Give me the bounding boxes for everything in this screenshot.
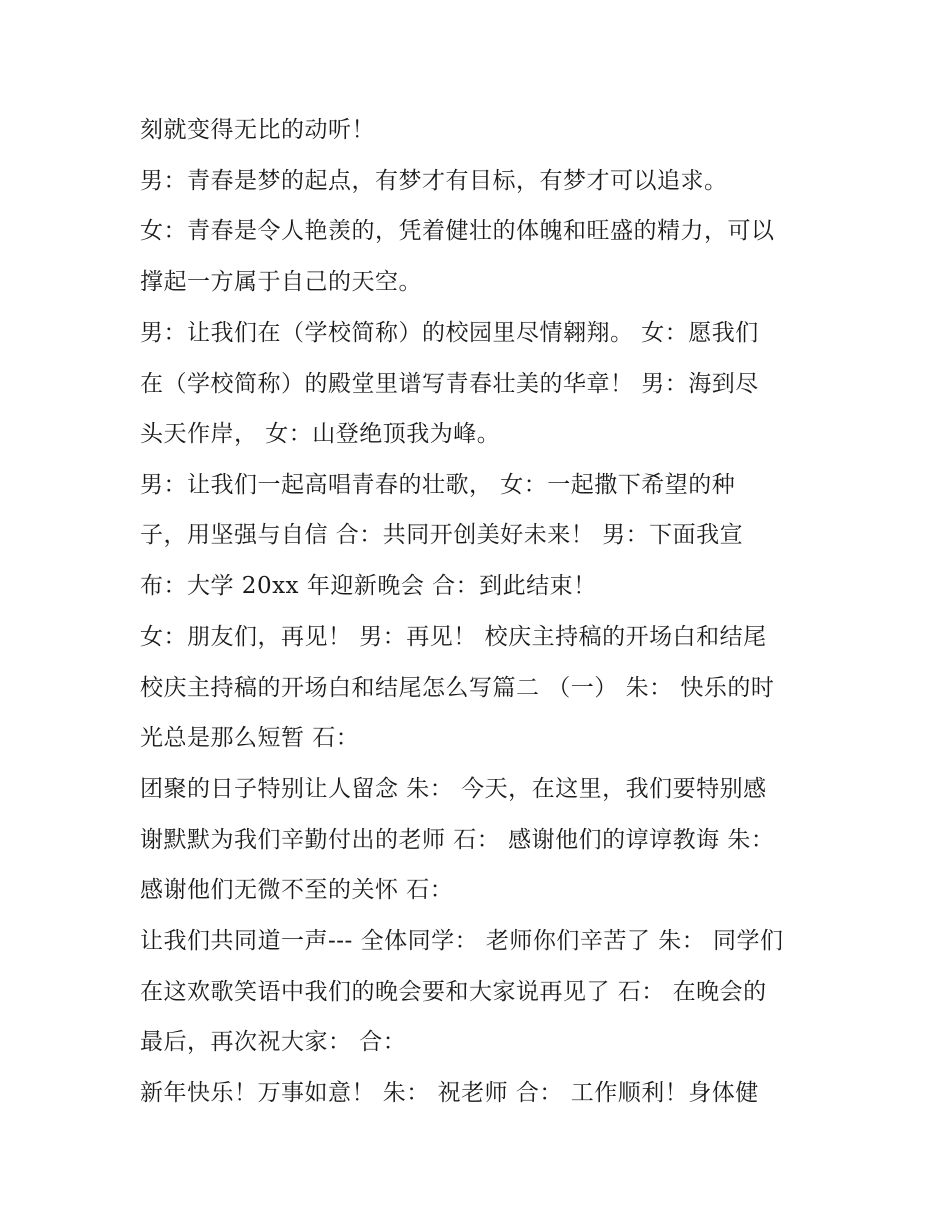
text-line: 刻就变得无比的动听！ <box>140 117 375 143</box>
text-line: 子，用坚强与自信 合：共同开创美好未来！ 男：下面我宣 <box>140 522 744 548</box>
text-line: 头天作岸， 女：山登绝顶我为峰。 <box>140 421 501 447</box>
text-line: 让我们共同道一声--- 全体同学： 老师你们辛苦了 朱： 同学们 <box>140 928 784 954</box>
text-line: 撑起一方属于自己的天空。 <box>140 269 422 295</box>
text-line: 在（学校简称）的殿堂里谱写青春壮美的华章！ 男：海到尽 <box>140 371 759 397</box>
text-line: 谢默默为我们辛勤付出的老师 石： 感谢他们的谆谆教诲 朱： <box>140 827 775 853</box>
text-line: 新年快乐！万事如意！ 朱： 祝老师 合： 工作顺利！身体健 <box>140 1080 759 1106</box>
text-line: 男：让我们一起高唱青春的壮歌， 女：一起撒下希望的种 <box>140 472 736 498</box>
text-line: 最后，再次祝大家： 合： <box>140 1029 407 1055</box>
text-line: 团聚的日子特别让人留念 朱： 今天，在这里，我们要特别感 <box>140 776 767 802</box>
text-line: 校庆主持稿的开场白和结尾怎么写篇二 （一） 朱： 快乐的时 <box>140 675 775 701</box>
text-line: 女：青春是令人艳羡的，凭着健壮的体魄和旺盛的精力，可以 <box>140 218 775 244</box>
text-line: 女：朋友们，再见！ 男：再见！ 校庆主持稿的开场白和结尾 <box>140 624 767 650</box>
text-line: 男：让我们在（学校简称）的校园里尽情翱翔。 女：愿我们 <box>140 320 759 346</box>
text-line: 布：大学 20xx 年迎新晚会 合：到此结束！ <box>140 573 597 599</box>
text-line: 感谢他们无微不至的关怀 石： <box>140 877 454 903</box>
text-line: 男：青春是梦的起点，有梦才有目标，有梦才可以追求。 <box>140 168 728 194</box>
text-line: 在这欢歌笑语中我们的晚会要和大家说再见了 石： 在晚会的 <box>140 979 767 1005</box>
text-line: 光总是那么短暂 石： <box>140 725 360 751</box>
